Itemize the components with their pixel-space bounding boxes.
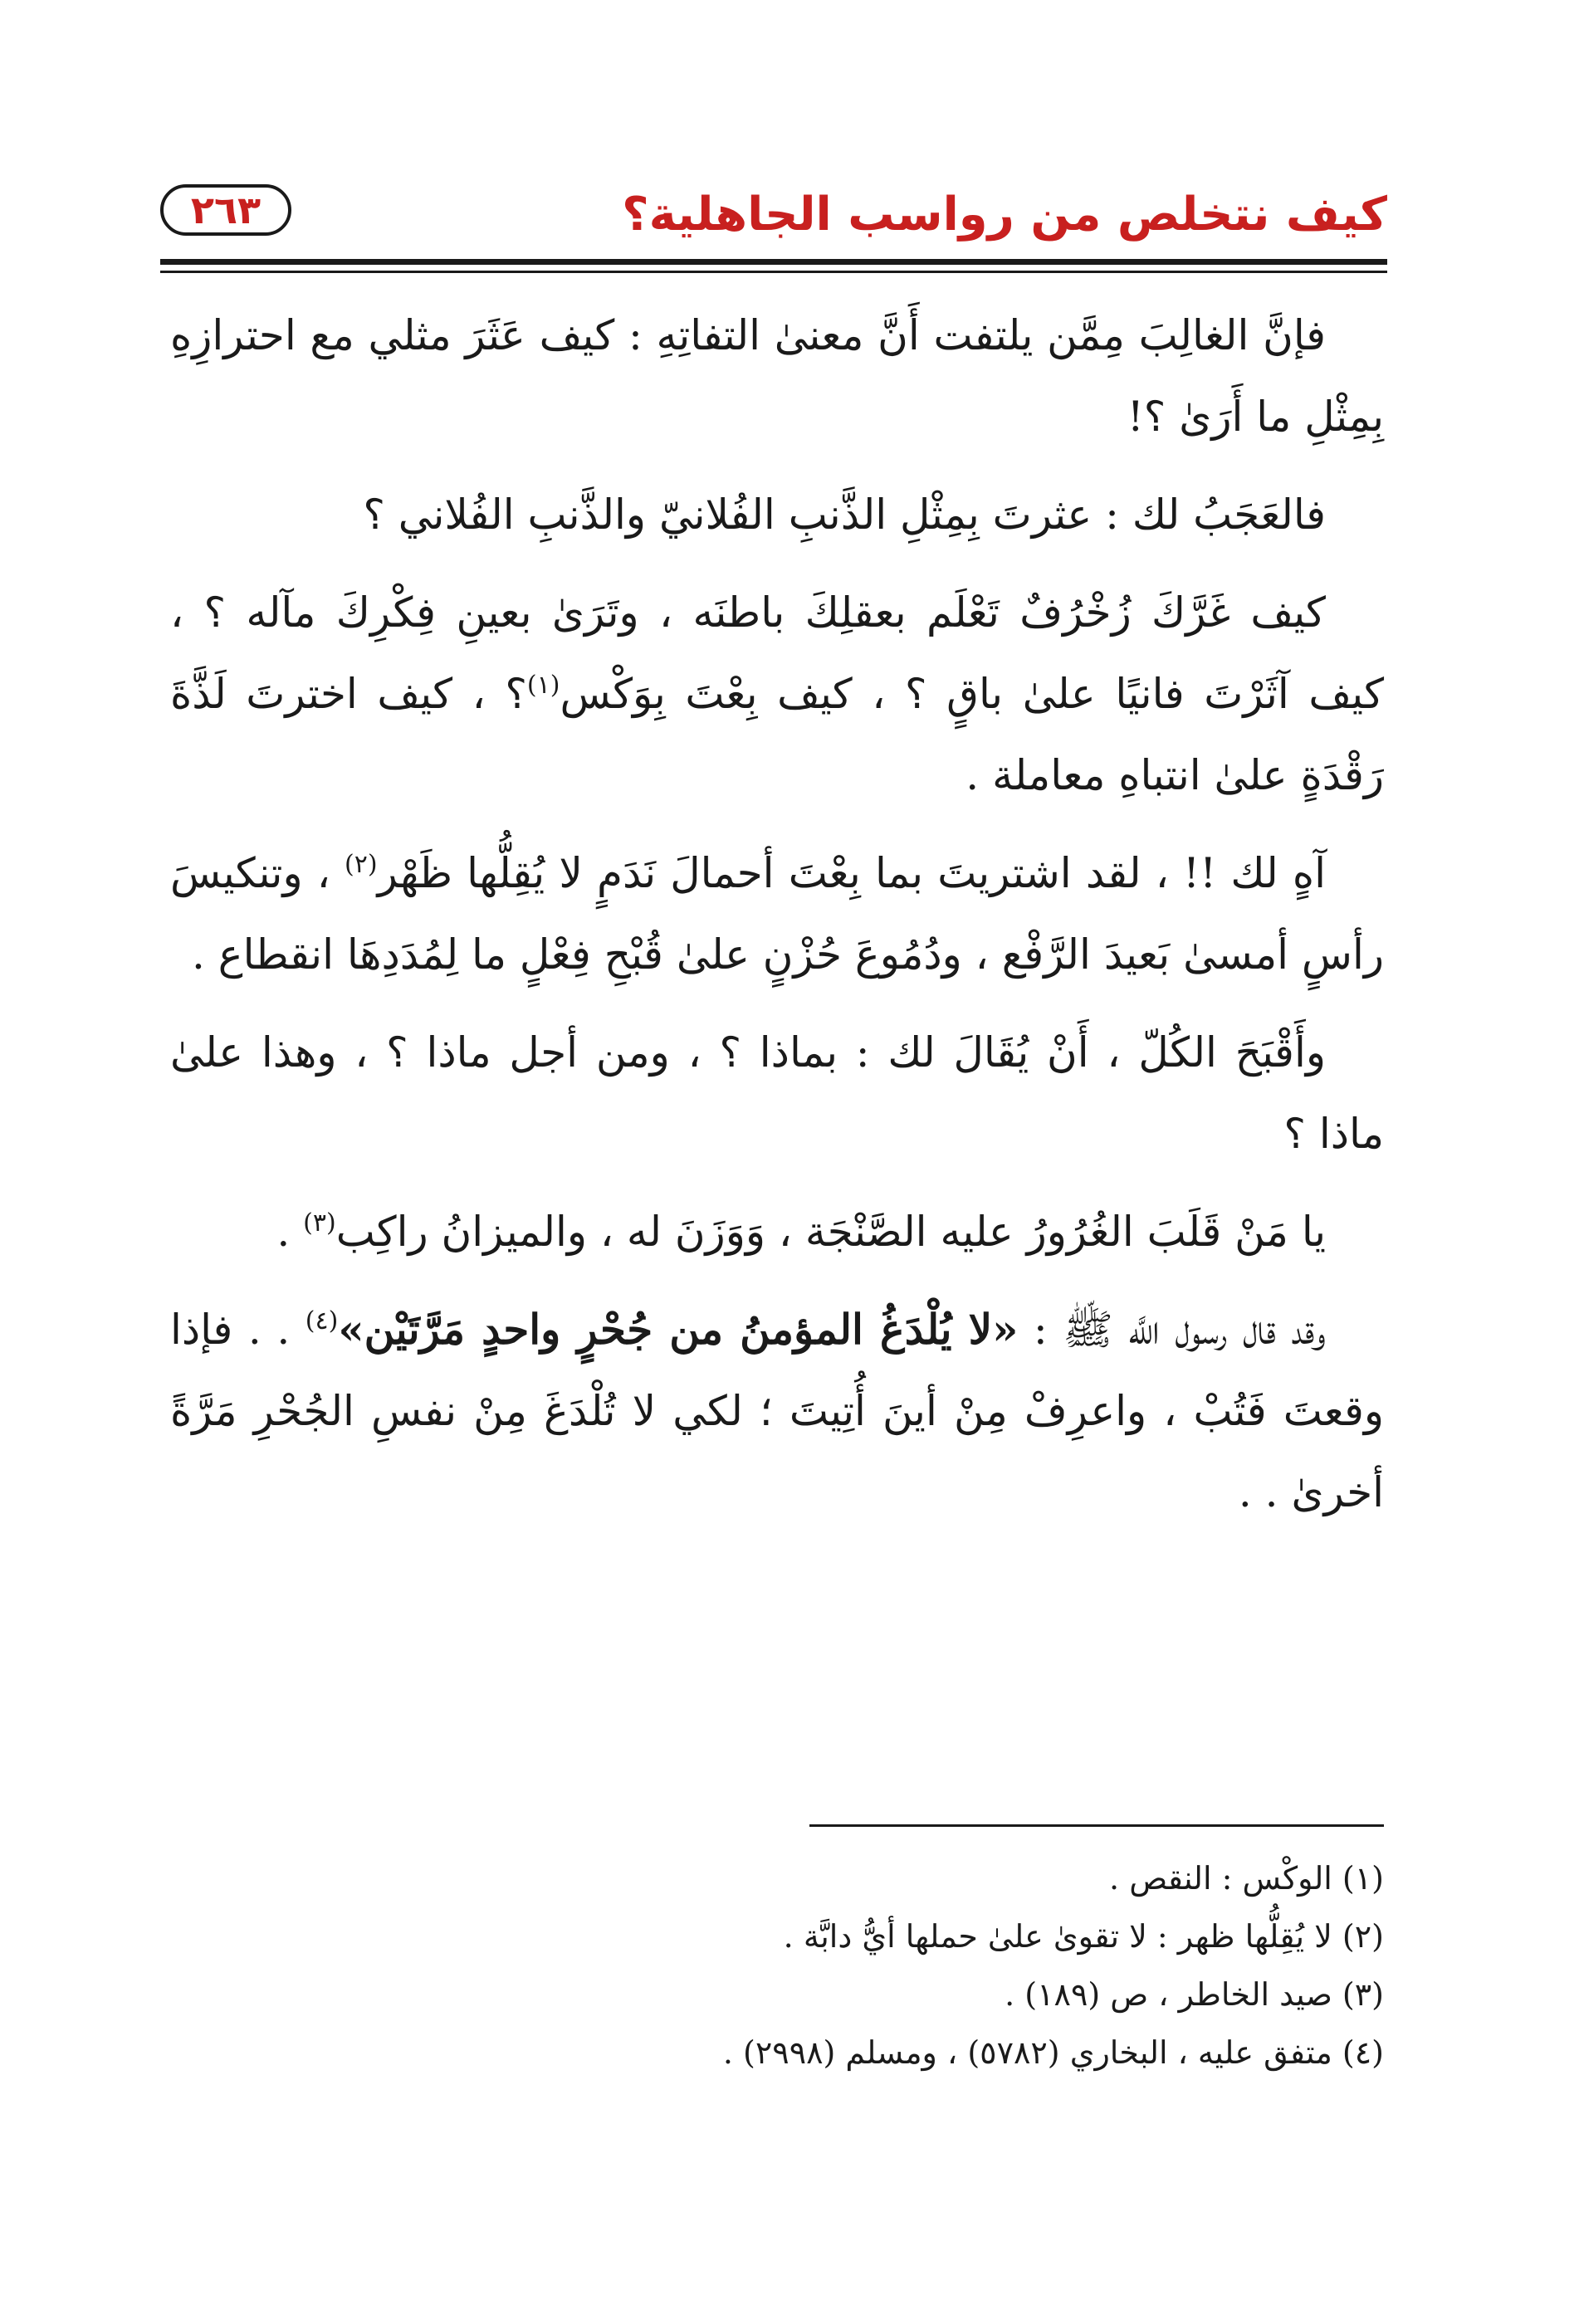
header-rule-thin	[160, 271, 1387, 273]
footnotes	[170, 1849, 1384, 2082]
paragraph-6-text-b: .	[276, 1208, 304, 1256]
footnote-4: (٤) متفق عليه ، البخاري (٥٧٨٢) ، ومسلم (٢٩٩٨) .	[722, 2034, 1384, 2071]
paragraph-3-text-b: ؟ ، كيف اخترتَ لَذَّةَ رَقْدَةٍ علىٰ انتباهِ معاملة .	[170, 670, 1384, 799]
paragraph-5: وأَقْبَحَ الكُلّ ، أَنْ يُقَالَ لك : بماذا ؟ ، ومن أجل ماذا ؟ ، وهذا علىٰ ماذا ؟	[170, 1028, 1384, 1158]
paragraph-1: فإنَّ الغالِبَ مِمَّن يلتفت أَنَّ معنىٰ التفاتِهِ : كيف عَثَرَ مثلي مع احترازِهِ بِمِثْلِ ما أَرَىٰ ؟!	[170, 311, 1384, 441]
header-rule-thick	[160, 259, 1387, 265]
paragraph-4	[170, 832, 1384, 995]
footnote-3: (٣) صيد الخاطر ، ص (١٨٩) .	[1005, 1976, 1384, 2013]
footnote-ref-1: (١)	[526, 671, 560, 700]
paragraph-4-text-a: آهٍ لك !! ، لقد اشتريتَ بما بِعْتَ أحمالَ نَدَمٍ لا يُقِلُّها ظَهْر	[377, 849, 1326, 897]
footnote-2: (٢) لا يُقِلُّها ظهر : لا تقوىٰ علىٰ حملها أيُّ دابَّة .	[783, 1918, 1384, 1955]
hadith-quote: «لا يُلْدَغُ المؤمنُ من جُحْرٍ واحدٍ مَرَّتَيْن»	[338, 1305, 1019, 1354]
paragraph-3-text-a: كيف غَرَّكَ زُخْرُفٌ تَعْلَم بعقلِكَ باطنَه ، وتَرَىٰ بعينِ فِكْرِكَ مآله ؟ ، كيف آثَرْتَ فانيًا علىٰ باقٍ ؟ ، كيف بِعْتَ بِوَكْس	[170, 588, 1385, 718]
paragraph-7	[170, 1289, 1384, 1533]
footnote-separator	[809, 1824, 1384, 1827]
paragraph-3	[170, 572, 1384, 816]
paragraph-6-text-a: يا مَنْ قَلَبَ الغُرُورُ عليه الصَّنْجَة ، وَوَزَنَ له ، والميزانُ راكِب	[335, 1208, 1326, 1256]
footnote-ref-3: (٣)	[303, 1208, 336, 1238]
page-header	[160, 181, 1387, 256]
paragraph-7-text-b: . . فإذا وقعتَ فَتُبْ ، واعرِفْ مِنْ أينَ أُتِيتَ ؛ لكي لا تُلْدَغَ مِنْ نفسِ الجُحْرِ مَرَّةً أخرىٰ . .	[170, 1306, 1384, 1516]
footnote-ref-2: (٢)	[345, 850, 378, 879]
footnote-1: (١) الوكْس : النقص .	[1109, 1860, 1384, 1897]
paragraph-6	[170, 1191, 1384, 1272]
footnote-ref-4: (٤)	[305, 1306, 339, 1335]
paragraph-4-text-b: ، وتنكيسَ رأسٍ أمسىٰ بَعيدَ الرَّفْع ، ودُمُوعَ حُزْنٍ علىٰ قُبْحِ فِعْلٍ ما لِمُدَدِهَا انقطاع .	[170, 849, 1384, 979]
page-number-badge	[160, 184, 291, 236]
page-number: ٢٦٣	[190, 188, 262, 232]
paragraph-7-text-a: وقد قال رسول اللَّه ﷺ :	[1018, 1306, 1326, 1354]
paragraph-2: فالعَجَبُ لك : عثرتَ بِمِثْلِ الذَّنبِ الفُلانيّ والذَّنبِ الفُلاني ؟	[363, 491, 1326, 539]
main-text	[170, 295, 1384, 1550]
running-title: كيف نتخلص من رواسب الجاهلية؟	[622, 188, 1387, 242]
